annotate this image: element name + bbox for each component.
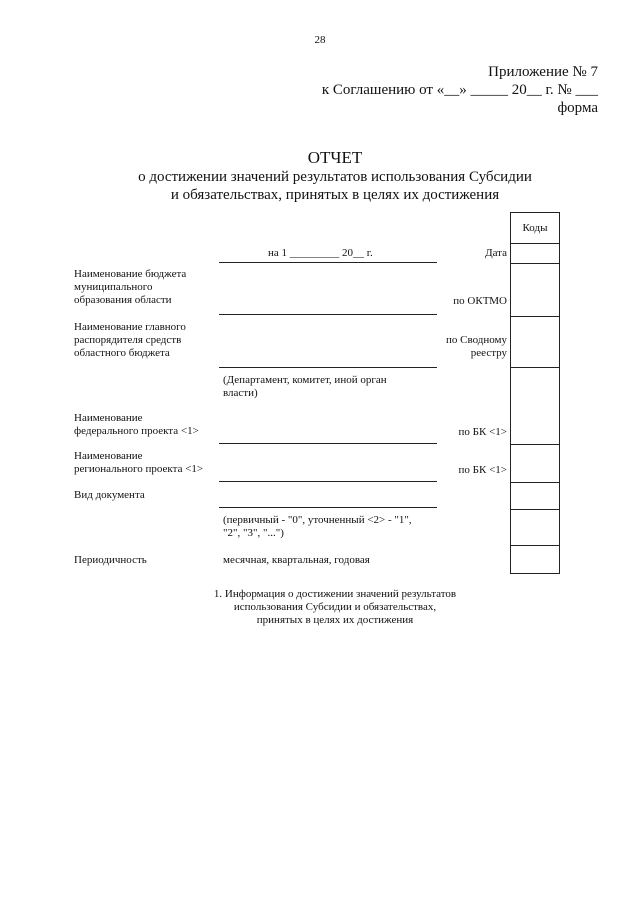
agreement-reference: к Соглашению от «__» _____ 20__ г. № ___ [321,82,598,98]
budget-name-field[interactable] [219,314,437,315]
regional-project-label: Наименование регионального проекта <1> [74,450,204,475]
report-subtitle [0,168,640,204]
date-line: на 1 _________ 20__ г. [268,247,373,259]
federal-project-field[interactable] [219,443,437,444]
appendix-label: Приложение № 7 [488,64,598,80]
gr-name-field[interactable] [219,367,437,368]
code-cell-svod[interactable] [511,316,559,368]
bk-regional-label: по БК <1> [458,464,507,476]
doc-type-note: (первичный - "0", уточненный <2> - "1", "2", "3", "...") [223,514,412,539]
subtitle-line: и обязательствах, принятых в целях их достижения [170,187,500,203]
regional-project-field[interactable] [219,481,437,482]
date-underline [219,262,437,263]
svod-label: по Сводному реестру [445,334,507,359]
subtitle-line: о достижении значений результатов использования Субсидии [138,169,532,185]
codes-table [510,212,560,574]
gr-name-label: Наименование главного распорядителя средств областного бюджета [74,321,186,359]
date-label: Дата [485,247,507,259]
budget-name-label: Наименование бюджета муниципального образования области [74,268,187,306]
gr-name-note: (Департамент, комитет, иной орган власти) [223,374,387,399]
code-cell-bk-federal[interactable] [511,367,559,445]
form-label: форма [557,100,598,116]
code-cell-date[interactable] [511,243,559,264]
code-cell-bk-regional[interactable] [511,444,559,483]
codes-header: Коды [511,213,559,244]
code-cell-oktmo[interactable] [511,263,559,317]
oktmo-label: по ОКТМО [453,295,507,307]
doc-type-field[interactable] [219,507,437,508]
page-number: 28 [314,34,326,46]
bk-federal-label: по БК <1> [458,426,507,438]
section-1-heading: 1. Информация о достижении значений результатов использования Субсидии и обязательствах, принятых в целях их достижения [213,588,457,626]
periodicity-value: месячная, квартальная, годовая [223,554,370,566]
federal-project-label: Наименование федерального проекта <1> [74,412,199,437]
code-cell-doc-note[interactable] [511,509,559,546]
code-cell-doc-type[interactable] [511,482,559,510]
doc-type-label: Вид документа [74,489,145,501]
periodicity-label: Периодичность [74,554,147,566]
report-title: ОТЧЕТ [307,148,363,167]
